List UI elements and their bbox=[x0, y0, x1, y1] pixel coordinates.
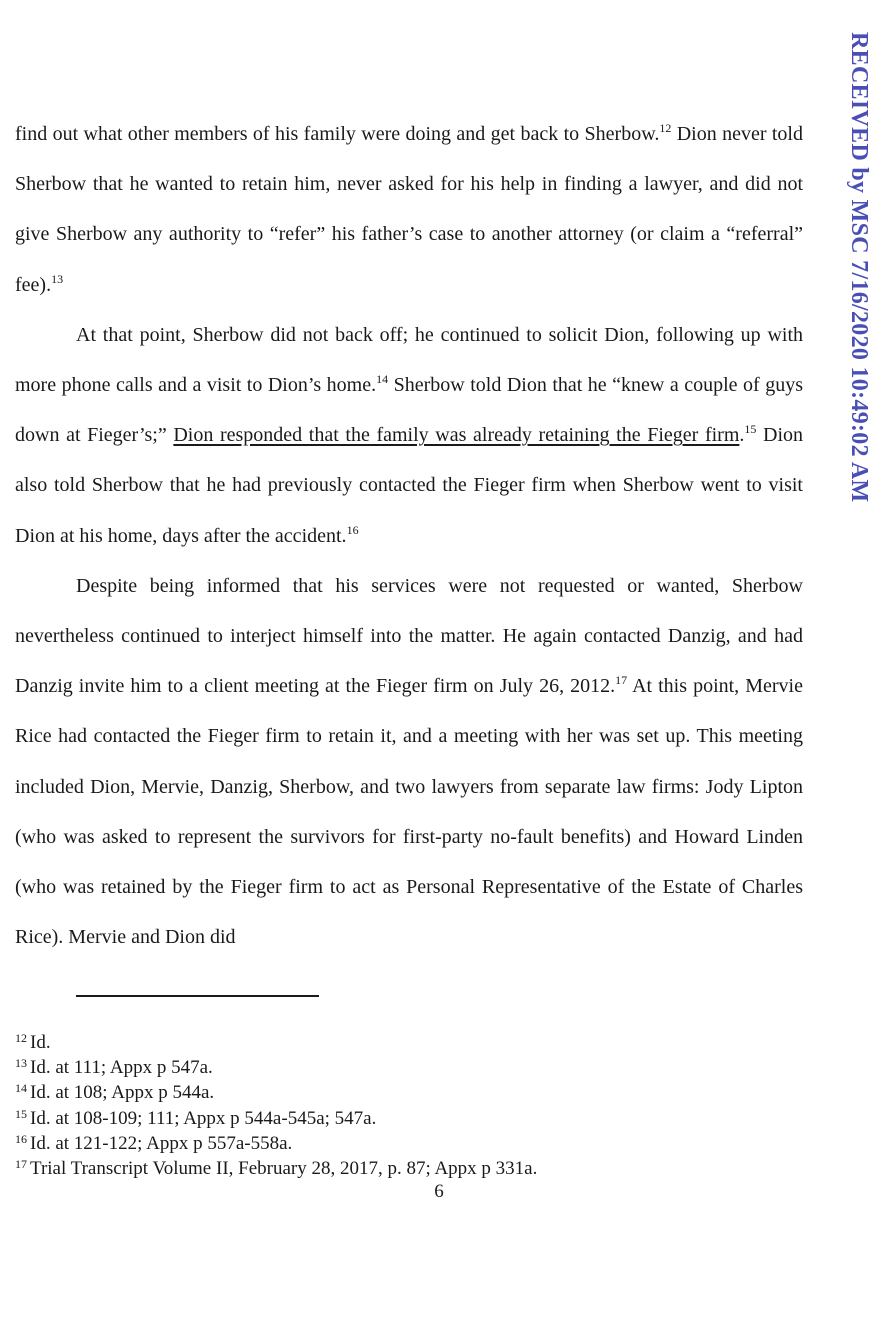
footnote-ref[interactable]: 12 bbox=[659, 121, 672, 135]
text-run: find out what other members of his family were doing and get back to Sherbow. bbox=[15, 123, 660, 145]
footnotes bbox=[15, 1030, 795, 1181]
footnote-number: 14 bbox=[15, 1081, 27, 1096]
footnote-ref[interactable]: 17 bbox=[615, 673, 628, 688]
footnote-text: Id. at 108; Appx p 544a. bbox=[30, 1082, 215, 1104]
footnote-number: 16 bbox=[15, 1131, 27, 1146]
footnote-text: Id. at 111; Appx p 547a. bbox=[30, 1057, 213, 1079]
footnote-text: Id. at 121-122; Appx p 557a-558a. bbox=[30, 1132, 293, 1154]
footnote-separator bbox=[76, 995, 319, 997]
footnote bbox=[15, 1055, 795, 1080]
received-stamp: RECEIVED by MSC 7/16/2020 10:49:02 AM bbox=[846, 32, 872, 503]
footnote bbox=[15, 1131, 795, 1156]
paragraph-1 bbox=[15, 109, 803, 310]
footnote-number: 12 bbox=[15, 1031, 27, 1045]
text-run: At this point, Mervie Rice had contacted the Fieger firm to retain it, and a meeting with her was set up. This meeting included Dion, Mervie, Danzig, Sherbow, and two lawyers from separate law firms: Jody Lipton (who was asked to represent the survivors for first-party no-fault benefits) and Howard Linden (who was retained by the Fieger firm to act as Personal Representative of the Estate of Charles Rice). Mervie and Dion did bbox=[15, 675, 803, 949]
paragraph-3 bbox=[15, 561, 803, 963]
text-run: At that point, Sherbow did not back off; he continued to solicit Dion, following up with more phone calls and a visit to Dion’s home. bbox=[15, 323, 803, 397]
footnote-ref[interactable]: 16 bbox=[346, 522, 359, 537]
footnote-text: Trial Transcript Volume II, February 28, 2017, p. 87; Appx p 331a. bbox=[30, 1158, 538, 1180]
body-text bbox=[15, 109, 803, 962]
paragraph-2 bbox=[15, 310, 803, 561]
footnote-ref[interactable]: 13 bbox=[51, 271, 64, 286]
footnote-text: Id. bbox=[30, 1032, 51, 1053]
footnote bbox=[15, 1106, 795, 1131]
footnote bbox=[15, 1080, 795, 1105]
text-run: Dion never told Sherbow that he wanted to retain him, never asked for his help in finding a lawyer, and did not give Sherbow any authority to “refer” his father’s case to another attorney (or claim a “referral” fee). bbox=[15, 123, 803, 296]
underlined-text: Dion responded that the family was already retaining the Fieger firm bbox=[173, 424, 740, 447]
text-run: Despite being informed that his services were not requested or wanted, Sherbow nevertheless continued to interject himself into the matter. He again contacted Danzig, and had Danzig invite him to a client meeting at the Fieger firm on July 26, 2012. bbox=[15, 574, 803, 698]
footnote bbox=[15, 1156, 795, 1181]
footnote-number: 15 bbox=[15, 1106, 27, 1121]
footnote-text: Id. at 108-109; 111; Appx p 544a-545a; 547a. bbox=[30, 1107, 377, 1129]
footnote-number: 17 bbox=[15, 1157, 27, 1172]
footnote-ref[interactable]: 14 bbox=[376, 372, 389, 387]
footnote-number: 13 bbox=[15, 1056, 27, 1071]
text-run: . bbox=[739, 424, 745, 447]
text-run: Dion also told Sherbow that he had previously contacted the Fieger firm when Sherbow went to visit Dion at his home, days after the accident. bbox=[15, 424, 804, 547]
footnote-ref[interactable]: 15 bbox=[744, 422, 757, 437]
page-number: 6 bbox=[434, 1181, 444, 1202]
footnote bbox=[15, 1030, 795, 1055]
text-run: Sherbow told Dion that he “knew a couple of guys down at Fieger’s;” bbox=[15, 374, 803, 447]
